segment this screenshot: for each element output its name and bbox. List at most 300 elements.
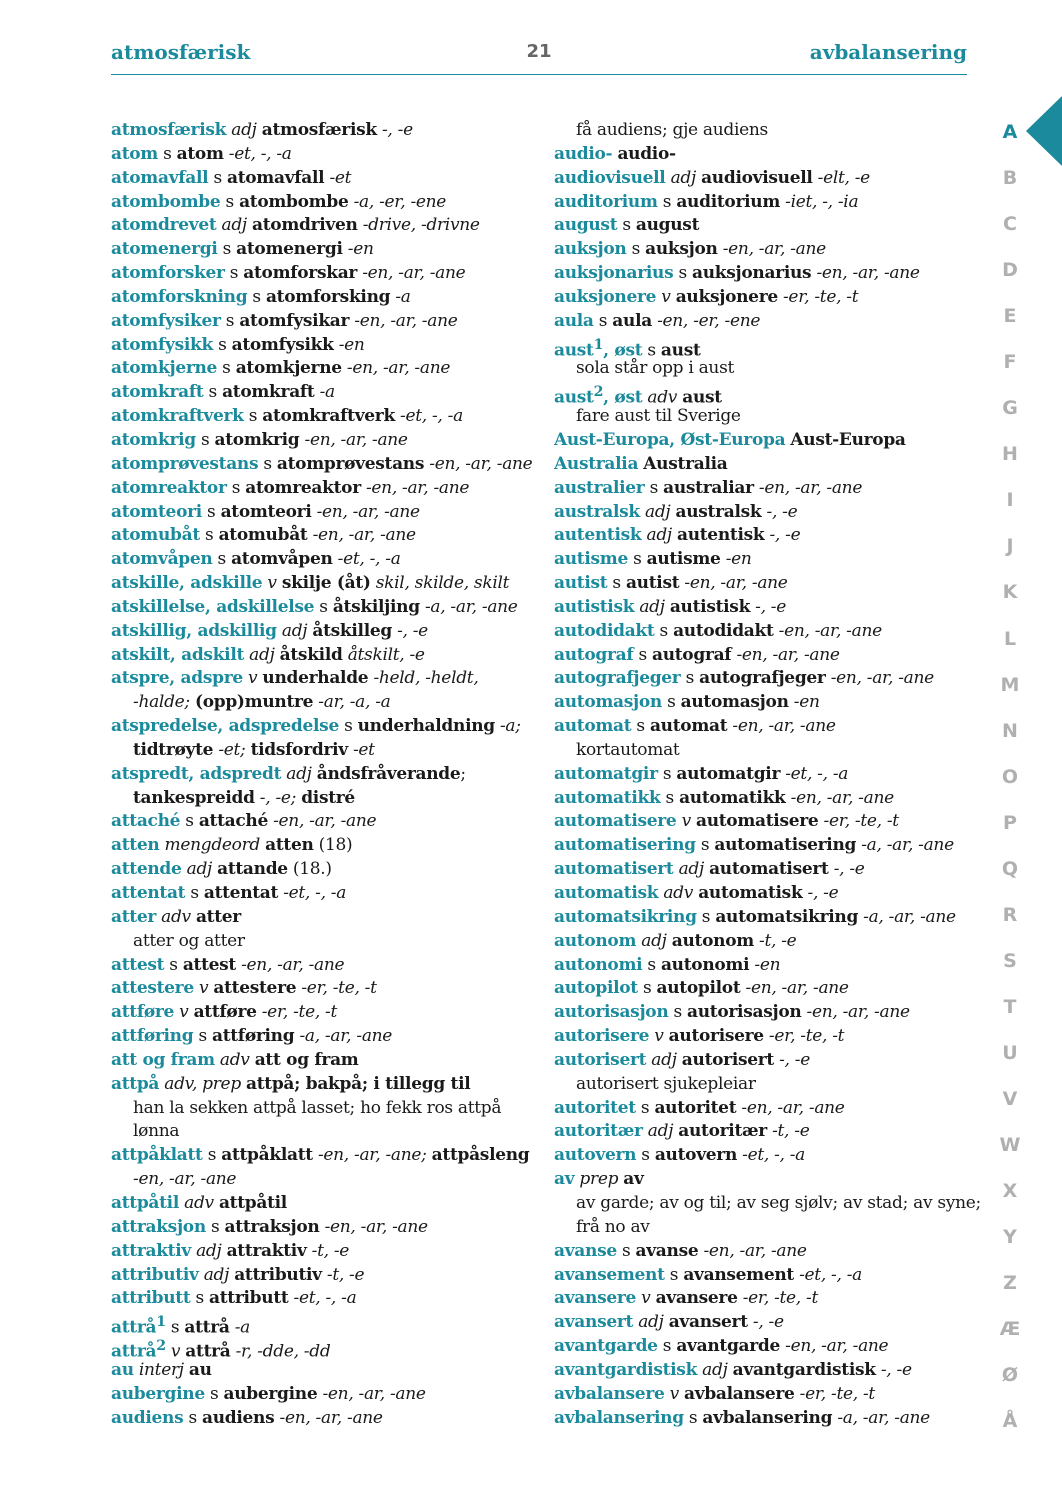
entry-line: [554, 906, 974, 930]
text-run: kortautomat: [576, 739, 680, 760]
text-run: s: [202, 1145, 222, 1166]
inflection: -er, -te, -t: [799, 1383, 875, 1404]
text-run: s: [607, 573, 626, 594]
inflection: -a: [395, 286, 411, 307]
entry-line: [111, 167, 536, 191]
text-run: s: [165, 1317, 185, 1338]
headword: atskilt, adskilt: [111, 644, 245, 665]
translation: auksjonarius: [691, 263, 812, 284]
entry-line: [111, 1264, 536, 1288]
index-letter-0[interactable]: A: [1002, 121, 1018, 143]
headword: autonom: [554, 930, 637, 951]
headword: automatisk: [554, 883, 659, 903]
text-run: s: [193, 1026, 212, 1047]
index-letter-7[interactable]: H: [1002, 443, 1018, 466]
index-letter-14[interactable]: O: [1001, 765, 1019, 788]
entry-line: [554, 286, 974, 310]
inflection: -en, -ar, -ane: [241, 954, 345, 975]
entry-line: [111, 810, 536, 834]
translation: attest: [182, 954, 236, 975]
translation: attrå: [184, 1317, 230, 1338]
part-of-speech: v: [179, 1002, 189, 1023]
index-letter-25[interactable]: Z: [1003, 1272, 1017, 1295]
index-letter-11[interactable]: L: [1003, 627, 1017, 650]
entry-line: [554, 334, 974, 361]
headword: av: [554, 1169, 575, 1190]
entry-line: [111, 477, 536, 501]
headword: avansement: [554, 1264, 665, 1285]
translation: underhaldning: [357, 716, 495, 737]
entry-line: [111, 429, 536, 453]
headword: atom: [111, 143, 158, 164]
entry-line: [554, 310, 974, 334]
inflection: -, -e: [769, 525, 801, 546]
text-run: s: [683, 1407, 703, 1428]
translation: autovern: [654, 1145, 738, 1166]
text-run: s: [220, 310, 240, 331]
inflection: -er, -te, -t: [782, 286, 859, 307]
entry-line: [554, 1383, 974, 1407]
translation: attestere: [213, 978, 297, 999]
headword: atten: [111, 835, 160, 856]
inflection: -et, -, -a: [742, 1145, 806, 1166]
text-run: s: [695, 835, 715, 856]
text-run: s: [243, 406, 263, 427]
inflection: -elt, -e: [817, 167, 870, 188]
entry-line: [554, 1073, 974, 1097]
translation: av: [623, 1169, 644, 1190]
index-letter-21[interactable]: V: [1002, 1087, 1018, 1110]
translation: autonom: [671, 930, 754, 951]
headword: autentisk: [554, 525, 642, 546]
index-letter-20[interactable]: U: [1002, 1041, 1018, 1064]
headword: attføre: [111, 1002, 175, 1023]
entry-line: [554, 1049, 974, 1073]
translation: avansement: [683, 1264, 794, 1285]
translation: skilje (åt): [281, 573, 371, 594]
text-run: s: [626, 239, 646, 260]
text-run: s: [644, 477, 664, 498]
translation: atomkrig: [214, 429, 300, 450]
headword: automatisering: [554, 835, 696, 856]
entries-column-left: [111, 119, 536, 1430]
entry-line: [111, 882, 536, 906]
text-run: atter og atter: [133, 930, 245, 951]
translation: attpå; bakpå; i tillegg til: [246, 1073, 471, 1094]
part-of-speech: adj: [645, 501, 671, 522]
entry-line: [111, 954, 536, 978]
inflection: -en, -ar, -ane: [324, 1216, 428, 1237]
index-letter-12[interactable]: M: [1000, 673, 1020, 696]
inflection: -er, -te, -t: [742, 1288, 818, 1309]
index-letter-23[interactable]: X: [1002, 1180, 1018, 1203]
entry-line: [111, 858, 536, 882]
translation: attpåtil: [218, 1192, 287, 1213]
headword: attestere: [111, 978, 194, 999]
headword: attraktiv: [111, 1240, 191, 1261]
part-of-speech: v: [654, 1026, 664, 1047]
index-letter-3[interactable]: D: [1002, 259, 1018, 282]
text-run: s: [180, 811, 199, 832]
headword: atomteori: [111, 501, 202, 522]
inflection: -a, -ar, -ane: [861, 835, 954, 856]
headword: autist: [554, 573, 608, 594]
inflection: -en, -ar, -ane: [312, 525, 416, 546]
headword: automatsikring: [554, 906, 697, 927]
part-of-speech: v: [669, 1383, 679, 1404]
entry-line: [554, 143, 974, 167]
inflection: åtskilt, -e: [347, 644, 425, 665]
translation: avansert: [668, 1312, 748, 1333]
index-letter-24[interactable]: Y: [1003, 1226, 1017, 1249]
text-run: s: [158, 143, 177, 164]
headword: autonomi: [554, 954, 643, 975]
inflection: -et, -, -a: [337, 549, 401, 570]
entry-line: [554, 930, 974, 954]
headword: avbalansering: [554, 1407, 684, 1428]
inflection: -ar, -a, -a: [318, 692, 391, 713]
translation: auksjon: [645, 239, 718, 260]
entry-line: [111, 834, 536, 858]
entry-line: [111, 906, 536, 930]
headword: autistisk: [554, 596, 635, 617]
translation: automatgir: [676, 763, 781, 784]
index-letter-2[interactable]: C: [1003, 213, 1017, 236]
index-letter-19[interactable]: T: [1003, 995, 1017, 1018]
inflection: -en, -ar, -ane: [322, 1383, 426, 1404]
entry-line: [554, 167, 974, 191]
inflection: -en, -ar, -ane: [703, 1240, 807, 1261]
inflection: -en, -ar, -ane: [722, 239, 826, 260]
translation: attraksjon: [224, 1216, 320, 1237]
entry-line: [554, 191, 974, 215]
translation: Australia: [643, 453, 728, 474]
inflection: -drive, -drivne: [362, 215, 480, 236]
inflection: -en, -ar, -ane: [365, 477, 470, 498]
translation: au: [188, 1359, 212, 1380]
text-run: s: [185, 883, 204, 903]
index-letter-22[interactable]: W: [999, 1134, 1021, 1157]
translation: audio-: [617, 143, 676, 164]
part-of-speech: adj: [670, 167, 696, 188]
entry-line: [111, 453, 536, 477]
headword: atomforskning: [111, 286, 248, 307]
inflection: -en: [725, 549, 752, 570]
headword: autisme: [554, 549, 628, 570]
translation: autentisk: [676, 525, 765, 546]
text-run: s: [633, 644, 652, 665]
text-run: s: [247, 286, 266, 307]
index-letter-4[interactable]: E: [1003, 305, 1017, 328]
part-of-speech: v: [661, 286, 671, 307]
translation: atomkraftverk: [262, 406, 395, 427]
translation: atomfysikk: [231, 334, 334, 355]
headword: avansere: [554, 1288, 637, 1309]
inflection: -er, -te, -t: [301, 978, 377, 999]
entry-line: [554, 238, 974, 262]
entry-line: [554, 667, 974, 691]
headword: atspredt, adspredt: [111, 763, 282, 784]
headword: autoritær: [554, 1121, 643, 1142]
part-of-speech: v: [247, 668, 258, 689]
entry-line: [111, 977, 536, 1001]
headword: , øst: [603, 387, 643, 408]
entry-line: [111, 596, 536, 620]
translation: autoritet: [654, 1097, 737, 1118]
inflection: -et, -, -a: [283, 883, 347, 903]
text-run: lønna: [133, 1121, 180, 1142]
translation: avantgardistisk: [732, 1359, 876, 1380]
translation: avbalansering: [702, 1407, 833, 1428]
headword: auksjon: [554, 239, 627, 260]
entry-line: [111, 262, 536, 286]
headword: australier: [554, 477, 645, 498]
inflection: -t, -e: [326, 1264, 365, 1285]
entry-line: [554, 1264, 974, 1288]
headword: atomprøvestans: [111, 453, 259, 474]
index-letter-6[interactable]: G: [1002, 397, 1018, 420]
inflection: -en, -ar, -ane: [316, 501, 420, 522]
headword: attende: [111, 859, 182, 880]
entry-line: [111, 334, 536, 358]
headword: atskillelse, adskillelse: [111, 596, 315, 617]
text-run: s: [258, 453, 277, 474]
text-run: autorisert sjukepleiar: [576, 1073, 756, 1094]
inflection: -en, -ar, -ane: [133, 1169, 237, 1190]
inflection: -, -e: [752, 1312, 784, 1333]
headword: attaché: [111, 811, 181, 832]
text-run: s: [593, 310, 613, 331]
entry-line: [111, 644, 536, 668]
part-of-speech: adj: [651, 1049, 677, 1070]
headword: autorisere: [554, 1026, 650, 1047]
index-letter-5[interactable]: F: [1003, 351, 1017, 374]
entry-line: [554, 381, 974, 408]
translation: autisme: [646, 549, 721, 570]
entry-line: [111, 1073, 536, 1097]
index-letter-10[interactable]: K: [1002, 581, 1018, 604]
text-run: (18.): [287, 859, 332, 880]
index-letter-1[interactable]: B: [1002, 167, 1018, 190]
headword: attpåtil: [111, 1192, 179, 1213]
inflection: -en, -ar, -ane: [806, 1002, 910, 1023]
text-run: s: [627, 549, 647, 570]
translation: audiovisuell: [701, 167, 813, 188]
headword: atomubåt: [111, 525, 200, 546]
translation: atomavfall: [226, 167, 325, 188]
inflection: -, -e: [880, 1359, 912, 1380]
inflection: -en, -ar, -ane: [745, 978, 849, 999]
entry-line: [111, 763, 536, 787]
headword: aula: [554, 310, 594, 331]
inflection: -en, -ar, -ane: [732, 716, 836, 737]
translation: australiar: [663, 477, 754, 498]
inflection: -a: [319, 382, 335, 403]
entry-line: [554, 1407, 974, 1431]
index-letter-17[interactable]: R: [1002, 903, 1018, 926]
headword: atomvåpen: [111, 549, 213, 570]
translation: autodidakt: [673, 620, 774, 641]
inflection: -et, -, -a: [799, 1264, 862, 1285]
headword: autoritet: [554, 1097, 636, 1118]
index-letter-26[interactable]: Æ: [999, 1318, 1021, 1341]
headword: attføring: [111, 1026, 194, 1047]
entry-line: [111, 1383, 536, 1407]
entry-line: [111, 214, 536, 238]
headword: atomkraft: [111, 382, 204, 403]
inflection: -et: [329, 167, 352, 188]
part-of-speech: adv: [161, 906, 191, 927]
entry-line: [554, 1287, 974, 1311]
text-run: s: [205, 1216, 225, 1237]
entry-line: [554, 1359, 974, 1383]
headword: atomkjerne: [111, 358, 218, 379]
part-of-speech: adj: [186, 859, 212, 880]
header-first-entry: atmosfærisk: [111, 40, 251, 64]
part-of-speech: adj: [641, 930, 667, 951]
headword: august: [554, 215, 618, 236]
headword: avantgarde: [554, 1336, 658, 1357]
entry-line: [554, 1192, 981, 1216]
headword: autodidakt: [554, 620, 655, 641]
text-run: s: [226, 477, 246, 498]
translation: avbalansere: [684, 1383, 795, 1404]
entry-line: [111, 310, 536, 334]
homograph-number: 1: [156, 1314, 166, 1331]
part-of-speech: adj: [221, 215, 247, 236]
translation: attraktiv: [226, 1240, 307, 1261]
entry-line: [111, 1335, 536, 1362]
translation: atomteori: [220, 501, 312, 522]
translation: autistisk: [669, 596, 751, 617]
text-run: s: [642, 340, 661, 361]
inflection: -et;: [218, 739, 246, 760]
text-run: s: [657, 1336, 677, 1357]
inflection: -en, -ar, -ane: [741, 1097, 845, 1118]
entry-line: [554, 1216, 974, 1240]
index-letter-27[interactable]: Ø: [1001, 1364, 1019, 1387]
headword: attraksjon: [111, 1216, 206, 1237]
text-run: s: [642, 954, 661, 975]
headword: atspre, adspre: [111, 668, 243, 689]
text-run: s: [662, 692, 681, 713]
text-run: få audiens; gje audiens: [576, 120, 768, 140]
translation: distré: [301, 787, 355, 808]
running-header: [111, 40, 967, 75]
inflection: -en, -ar, -ane: [304, 429, 408, 450]
inflection: -en, -ar, -ane: [790, 787, 894, 808]
part-of-speech: adj: [678, 859, 704, 880]
translation: attaché: [198, 811, 268, 832]
inflection: -er, -te, -t: [261, 1002, 338, 1023]
text-run: s: [617, 215, 636, 236]
entry-line: [111, 1311, 536, 1338]
part-of-speech: adj: [647, 1121, 674, 1142]
text-run: s: [212, 549, 232, 570]
entry-line: [111, 1287, 536, 1311]
translation: august: [635, 215, 700, 236]
entry-line: [554, 977, 974, 1001]
entry-line: [111, 787, 536, 811]
translation: Aust-Europa: [790, 429, 906, 450]
entry-line: [554, 405, 974, 429]
headword: atomreaktor: [111, 477, 227, 498]
index-letter-18[interactable]: S: [1003, 949, 1017, 972]
inflection: -en: [754, 954, 781, 975]
translation: attributiv: [234, 1264, 322, 1285]
headword: attpå: [111, 1073, 160, 1094]
headword: audiens: [111, 1407, 184, 1428]
inflection: -, -e: [807, 883, 839, 903]
headword: auditorium: [554, 191, 658, 212]
inflection: -en, -ar, -ane: [362, 263, 466, 284]
text-run: s: [635, 1097, 655, 1118]
index-letter-8[interactable]: I: [1006, 489, 1014, 512]
index-letter-13[interactable]: N: [1002, 719, 1018, 742]
translation: atomforskar: [243, 263, 358, 284]
text-run: s: [220, 191, 240, 212]
headword: atomavfall: [111, 167, 209, 188]
text-run: s: [217, 239, 237, 260]
translation: åndsfråverande: [316, 763, 461, 784]
translation: atomkraft: [222, 382, 315, 403]
part-of-speech: v: [681, 811, 691, 832]
index-letter-9[interactable]: J: [1006, 535, 1014, 558]
entry-line: [111, 405, 536, 429]
translation: australsk: [675, 501, 762, 522]
text-run: s: [637, 978, 657, 999]
inflection: -et, -, -a: [228, 143, 292, 164]
entry-line: [554, 214, 974, 238]
headword: autorisert: [554, 1049, 647, 1070]
entry-line: [111, 191, 536, 215]
text-run: s: [190, 1288, 210, 1309]
text-run: s: [657, 191, 677, 212]
inflection: -en, -er, -ene: [657, 310, 761, 331]
thumb-index-tab-marker: [1026, 96, 1062, 166]
entry-line: [111, 715, 536, 739]
translation: atter: [195, 906, 241, 927]
headword: avantgardistisk: [554, 1359, 698, 1380]
index-letter-28[interactable]: Å: [1002, 1410, 1018, 1433]
inflection: -en, -ar, -ane: [346, 358, 451, 379]
inflection: -r, -dde, -dd: [235, 1341, 331, 1362]
translation: autopilot: [656, 978, 741, 999]
homograph-number: 1: [593, 336, 604, 353]
entry-line: [554, 644, 974, 668]
translation: (opp)muntre: [194, 692, 314, 713]
index-letter-16[interactable]: Q: [1001, 857, 1019, 880]
text-run: s: [203, 382, 223, 403]
inflection: -en, -ar, -ane: [736, 644, 840, 665]
part-of-speech: v: [170, 1341, 181, 1362]
headword: attributiv: [111, 1264, 199, 1285]
headword: atomfysiker: [111, 310, 221, 331]
headword: attributt: [111, 1288, 191, 1309]
text-run: s: [208, 167, 227, 188]
translation: automatisert: [709, 859, 829, 880]
inflection: -en, -ar, -ane: [354, 310, 458, 331]
translation: attande: [217, 859, 288, 880]
part-of-speech: adj: [638, 1312, 664, 1333]
text-run: han la sekken attpå lasset; ho fekk ros attpå: [133, 1097, 502, 1118]
translation: automatisering: [714, 835, 857, 856]
inflection: -et, -, -a: [293, 1288, 357, 1309]
headword: atombombe: [111, 191, 221, 212]
translation: attentat: [203, 883, 279, 903]
index-letter-15[interactable]: P: [1003, 811, 1017, 834]
entry-line: [554, 858, 974, 882]
